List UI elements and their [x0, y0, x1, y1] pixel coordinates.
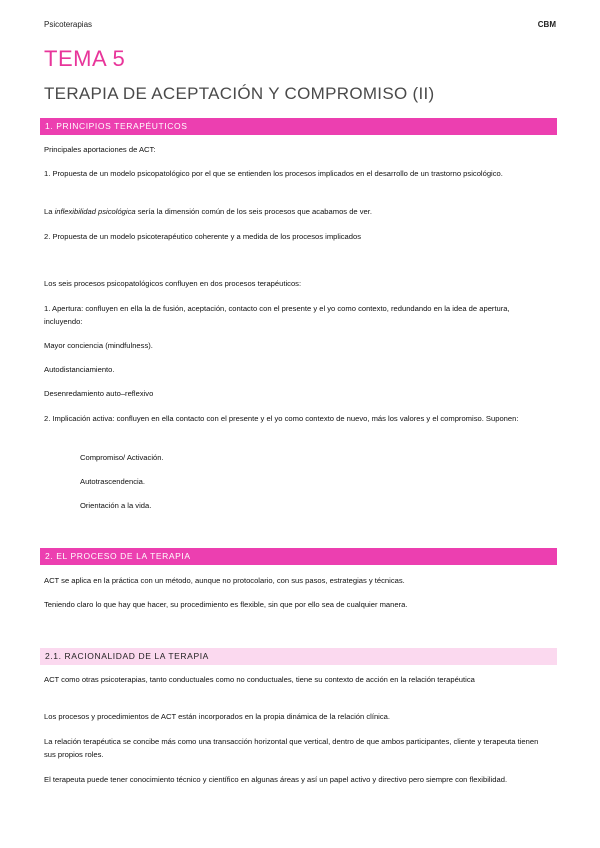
list-item: Orientación a la vida.: [80, 501, 152, 510]
section-heading-racionalidad: 2.1. RACIONALIDAD DE LA TERAPIA: [40, 648, 557, 665]
paragraph-intro: Principales aportaciones de ACT:: [44, 145, 156, 154]
list-item: Mayor conciencia (mindfulness).: [44, 341, 153, 350]
paragraph-racionalidad-1: ACT como otras psicoterapias, tanto conductuales como no conductuales, tiene su contexto de acción en la relación terapéutica: [44, 675, 475, 684]
list-item: Autodistanciamiento.: [44, 365, 115, 374]
list-item: Compromiso/ Activación.: [80, 453, 164, 462]
note-post: sería la dimensión común de los seis procesos que acabamos de ver.: [135, 207, 373, 216]
paragraph-racionalidad-3: La relación terapéutica se concibe más como una transacción horizontal que vertical, dentro de que ambos participantes, cliente y terapeuta tienen sus propios roles.: [44, 737, 539, 759]
paragraph-proceso-2: Teniendo claro lo que hay que hacer, su procedimiento es flexible, sin que por ello sea de cualquier manera.: [44, 600, 408, 609]
header-initials: CBM: [537, 20, 556, 29]
page-subtitle: TERAPIA DE ACEPTACIÓN Y COMPROMISO (II): [44, 84, 435, 103]
paragraph-racionalidad-4: El terapeuta puede tener conocimiento técnico y científico en algunas áreas y así un papel activo y directivo pero siempre con flexibilidad.: [44, 775, 508, 784]
paragraph-processes-intro: Los seis procesos psicopatológicos confluyen en dos procesos terapéuticos:: [44, 279, 302, 288]
paragraph-proceso-1: ACT se aplica en la práctica con un método, aunque no protocolario, con sus pasos, estrategias y técnicas.: [44, 576, 405, 585]
section-heading-principios: 1. PRINCIPIOS TERAPÉUTICOS: [40, 118, 557, 135]
paragraph-apertura: 1. Apertura: confluyen en ella la de fusión, aceptación, contacto con el presente y el yo como contexto, redundando en la idea de apertura, incluyendo:: [44, 304, 510, 326]
note-pre: La: [44, 207, 55, 216]
list-item: Autotrascendencia.: [80, 477, 146, 486]
paragraph-implicacion: 2. Implicación activa: confluyen en ella contacto con el presente y el yo como contexto de nuevo, más los valores y el compromiso. Suponen:: [44, 414, 519, 423]
paragraph-item2: 2. Propuesta de un modelo psicoterapéutico coherente y a medida de los procesos implicados: [44, 232, 362, 241]
note-emphasis: inflexibilidad psicológica: [54, 207, 136, 216]
paragraph-racionalidad-2: Los procesos y procedimientos de ACT están incorporados en la propia dinámica de la relación clínica.: [44, 712, 390, 721]
list-item: Desenredamiento auto–reflexivo: [44, 389, 154, 398]
page-title: TEMA 5: [44, 46, 126, 71]
paragraph-item1-note: [44, 205, 549, 218]
header-course: Psicoterapias: [44, 20, 93, 29]
paragraph-item1: 1. Propuesta de un modelo psicopatológico por el que se entienden los procesos implicados en el desarrollo de un trastorno psicológico.: [44, 169, 503, 178]
section-heading-proceso: 2. EL PROCESO DE LA TERAPIA: [40, 548, 557, 565]
